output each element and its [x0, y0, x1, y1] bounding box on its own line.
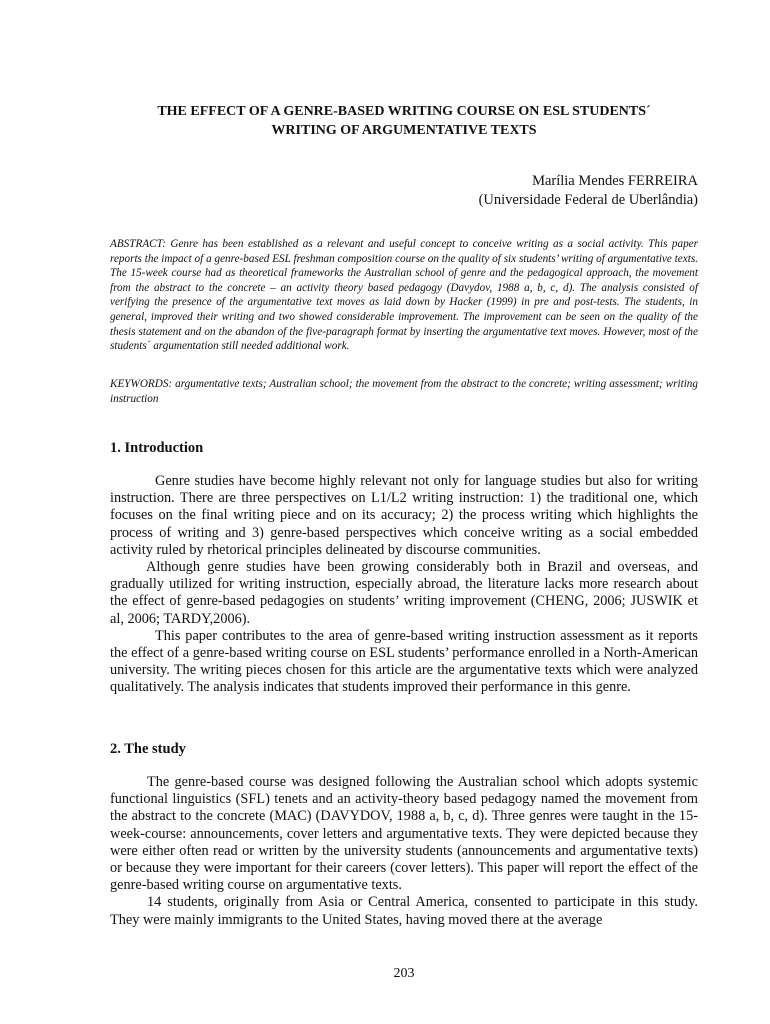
paragraph: This paper contributes to the area of genre-based writing instruction assessment as it reports the effect of a genre-based writing course on ESL students’ performance enrolled in a North-American university. The writing pieces chosen for this article are the argumentative texts which were analyzed qualitatively. The analysis indicates that students improved their performance in this genre.: [110, 627, 698, 696]
abstract: ABSTRACT: Genre has been established as a relevant and useful concept to conceive writing as a social activity. This paper reports the impact of a genre-based ESL freshman composition course on the quality of six students’ writing of argumentative texts. The 15-week course had as theoretical frameworks the Australian school of genre and the pedagogical approach, the movement from the abstract to the concrete – an activity theory based pedagogy (Davydov, 1988 a, b, c, d). The analysis consisted of verifying the presence of the argumentative text moves as laid down by Hacker (1999) in pre and post-tests. The students, in general, improved their writing and two showed considerable improvement. The improvement can be seen on the quality of the thesis statement and on the abandon of the five-paragraph format by inserting the argumentative text moves. However, most of the students´ argumentation still needed additional work.: [110, 238, 698, 353]
section-heading-introduction: 1. Introduction: [110, 440, 204, 456]
paragraph: Although genre studies have been growing considerably both in Brazil and overseas, and gradually utilized for writing instruction, especially abroad, the literature lacks more research about the effect of genre-based pedagogies on students’ writing improvement (CHENG, 2006; JUSWIK et al, 2006; TARDY,2006).: [110, 559, 698, 627]
section-body-introduction: [110, 473, 698, 697]
page-number: 203: [393, 966, 415, 981]
paper-page: [110, 0, 698, 1024]
paragraph: Genre studies have become highly relevant not only for language studies but also for writing instruction. There are three perspectives on L1/L2 writing instruction: 1) the traditional one, which focuses on the final writing piece and on its accuracy; 2) the process writing which highlights the process of writing and 3) genre-based perspectives which conceive writing as a social embedded activity ruled by rhetorical principles delineated by discourse communities.: [110, 473, 698, 558]
keywords: KEYWORDS: argumentative texts; Australian school; the movement from the abstract to the concrete; writing assessment; writing instruction: [110, 378, 698, 405]
author-block: [479, 172, 698, 210]
author-affiliation: (Universidade Federal de Uberlândia): [478, 192, 698, 208]
title-line-2: WRITING OF ARGUMENTATIVE TEXTS: [271, 123, 537, 138]
paragraph: 14 students, originally from Asia or Central America, consented to participate in this study. They were mainly immigrants to the United States, having moved there at the average: [110, 894, 698, 928]
author-name: Marília Mendes FERREIRA: [532, 173, 698, 189]
paragraph: The genre-based course was designed following the Australian school which adopts systemic functional linguistics (SFL) tenets and an activity-theory based pedagogy named the movement from the abstract to the concrete (MAC) (DAVYDOV, 1988 a, b, c, d). Three genres were taught in the 15-week-course: announcements, cover letters and argumentative texts. They were depicted because they were either often read or written by the university students (announcements and argumentative texts) or because they were important for their careers (cover letters). This paper will report the effect of the genre-based writing course on argumentative texts.: [110, 774, 698, 894]
title-line-1: THE EFFECT OF A GENRE-BASED WRITING COURSE ON ESL STUDENTS´: [157, 104, 651, 119]
paper-title: [110, 102, 698, 140]
section-body-the-study: [110, 774, 698, 929]
section-heading-the-study: 2. The study: [110, 741, 186, 757]
